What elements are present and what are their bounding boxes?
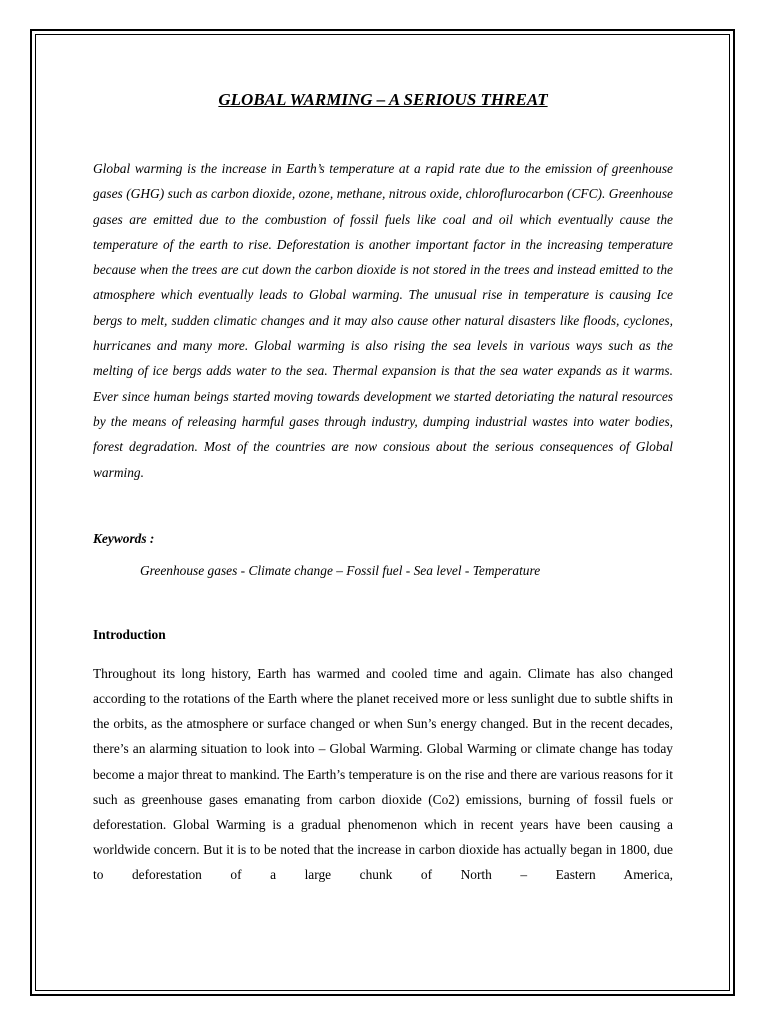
introduction-paragraph: Throughout its long history, Earth has warmed and cooled time and again. Climate has also changed according to the rotations of the Earth where the planet received more or less sunlight due to subtle shifts in the orbits, as the atmosphere or surface changed or when Sun’s energy changed. But in the recent decades, there’s an alarming situation to look into – Global Warming. Global Warming or climate change has today become a major threat to mankind. The Earth’s temperature is on the rise and there are various reasons for it such as greenhouse gases emanating from carbon dioxide (Co2) emissions, burning of fossil fuels or deforestation. Global Warming is a gradual phenomenon which in recent years have been causing a worldwide concern. But it is to be noted that the increase in carbon dioxide has actually began in 1800, due to deforestation of a large chunk of North – Eastern America, [93, 665, 673, 883]
keywords-label: Keywords : [93, 530, 155, 546]
document-body [93, 88, 673, 888]
document-title: GLOBAL WARMING – A SERIOUS THREAT [218, 90, 548, 109]
keywords-list: Greenhouse gases - Climate change – Fossil fuel - Sea level - Temperature [140, 562, 541, 578]
abstract-paragraph: Global warming is the increase in Earth’s temperature at a rapid rate due to the emission of greenhouse gases (GHG) such as carbon dioxide, ozone, methane, nitrous oxide, chloroflurocarbon (CFC). Greenhouse gases are emitted due to the combustion of fossil fuels like coal and oil which eventually cause the temperature of the earth to rise. Deforestation is another important factor in the increasing temperature because when the trees are cut down the carbon dioxide is not stored in the trees and instead emitted to the atmosphere which eventually leads to Global warming. The unusual rise in temperature is causing Ice bergs to melt, sudden climatic changes and it may also cause other natural disasters like floods, cyclones, hurricanes and many more. Global warming is also rising the sea levels in various ways such as the melting of ice bergs adds water to the sea. Thermal expansion is that the sea water expands as it warms. Ever since human beings started moving towards development we started detoriating the natural resources by the means of releasing harmful gases through industry, dumping industrial wastes into water bodies, forest degradation. Most of the countries are now consious about the serious consequences of Global warming. [93, 161, 673, 480]
introduction-heading: Introduction [93, 626, 166, 642]
